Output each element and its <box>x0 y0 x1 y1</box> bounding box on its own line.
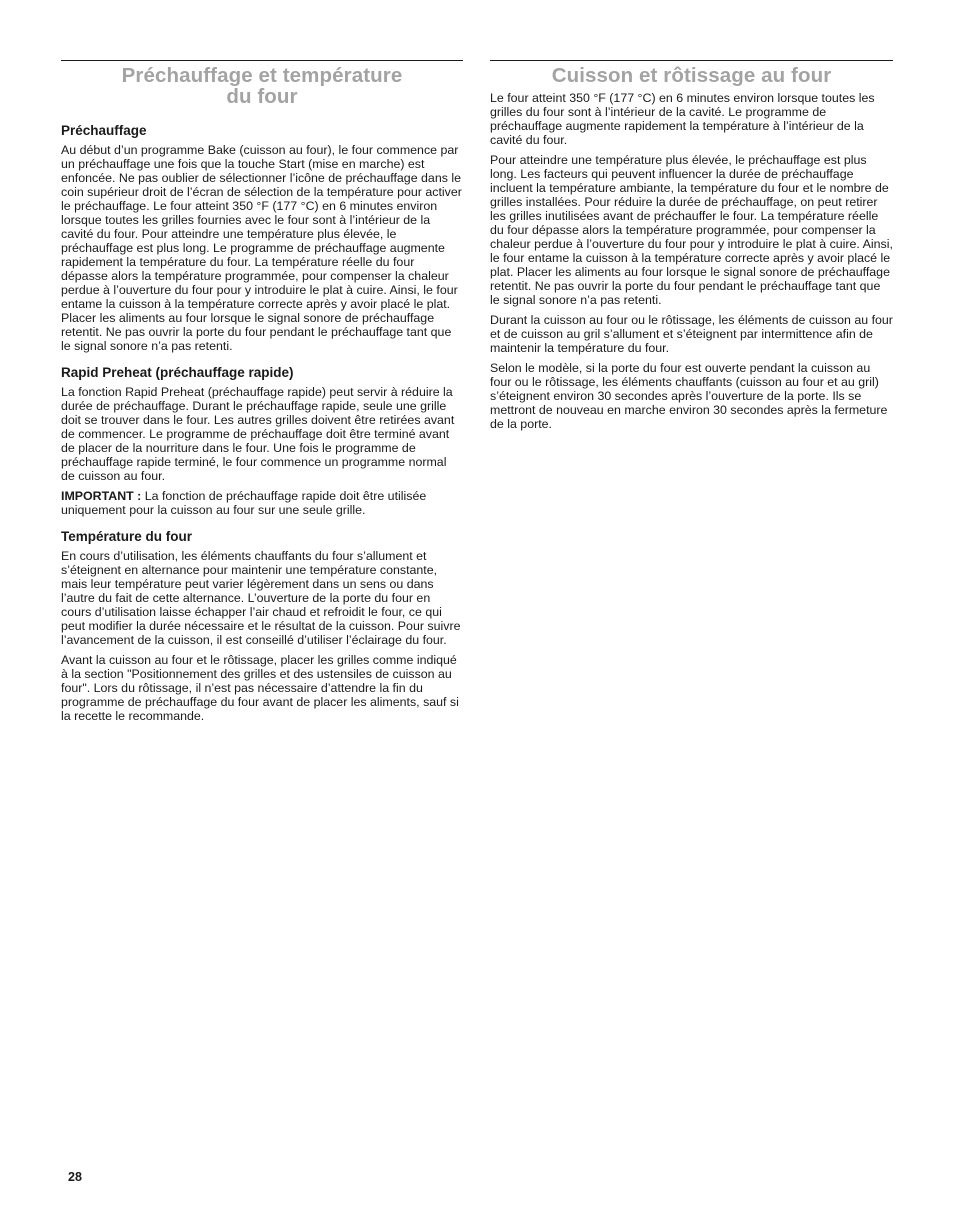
paragraph: Pour atteindre une température plus élevée, le préchauffage est plus long. Les facteurs qui peuvent influencer la durée de préchauffage incluent la température ambiante, la température du four et le nombre de grilles installées. Pour réduire la durée de préchauffage, on peut retirer les grilles inutilisées avant de préchauffer le four. La température réelle du four dépasse alors la température programmée, pour compenser la chaleur perdue à l’ouverture du four pour y introduire le plat à cuire. Ainsi, le four entame la cuisson à la température correcte après y avoir placé le plat. Placer les aliments au four lorsque le signal sonore de préchauffage retentit. Ne pas ouvrir la porte du four pendant le préchauffage tant que le signal sonore n’a pas retenti. <box>490 153 893 307</box>
paragraph: Selon le modèle, si la porte du four est ouverte pendant la cuisson au four ou le rôtissage, les éléments chauffants (cuisson au four et au gril) s’éteignent environ 30 secondes après l’ouverture de la porte. Ils se mettront de nouveau en marche environ 30 secondes après la fermeture de la porte. <box>490 361 888 431</box>
subheading-temperature-du-four: Température du four <box>61 529 193 544</box>
page-number: 28 <box>68 1170 82 1184</box>
left-column <box>61 60 463 729</box>
right-column <box>490 60 893 437</box>
important-note <box>61 489 463 517</box>
paragraph: En cours d’utilisation, les éléments chauffants du four s’allument et s’éteignent en alternance pour maintenir une température constante, mais leur température peut varier légèrement dans un sens ou dans l’autre du fait de cette alternance. L’ouverture de la porte du four en cours d’utilisation laisse échapper l’air chaud et refroidit le four, ce qui peut modifier la durée nécessaire et le résultat de la cuisson. Pour suivre l’avancement de la cuisson, il est conseillé d’utiliser l’éclairage du four. <box>61 549 461 647</box>
paragraph: La fonction Rapid Preheat (préchauffage rapide) peut servir à réduire la durée de préchauffage. Durant le préchauffage rapide, seule une grille doit se trouver dans le four. Les autres grilles doivent être retirées avant de commencer. Le programme de préchauffage doit être terminé avant de placer de la nourriture dans le four. Une fois le programme de préchauffage rapide terminé, le four commence un programme normal de cuisson au four. <box>61 385 455 483</box>
subheading-prechauffage: Préchauffage <box>61 123 147 138</box>
section-title-cuisson: Cuisson et rôtissage au four <box>551 64 832 87</box>
important-label: IMPORTANT : <box>61 489 142 503</box>
section-divider <box>490 60 893 61</box>
section-title-prechauffage <box>61 65 463 107</box>
subheading-rapid-preheat: Rapid Preheat (préchauffage rapide) <box>61 365 294 380</box>
paragraph: Le four atteint 350 °F (177 °C) en 6 minutes environ lorsque toutes les grilles du four sont à l’intérieur de la cavité. Le programme de préchauffage augmente rapidement la température à l’intérieur de la cavité du four. <box>490 91 875 147</box>
section-divider <box>61 60 463 61</box>
paragraph: Durant la cuisson au four ou le rôtissage, les éléments de cuisson au four et de cuisson au gril s’allument et s’éteignent par intermittence afin de maintenir la température du four. <box>490 313 893 355</box>
paragraph: Au début d’un programme Bake (cuisson au four), le four commence par un préchauffage une fois que la touche Start (mise en marche) est enfoncée. Ne pas oublier de sélectionner l’icône de préchauffage dans le coin supérieur droit de l’écran de sélection de la température pour activer le préchauffage. Le four atteint 350 °F (177 °C) en 6 minutes environ lorsque toutes les grilles fournies avec le four sont à l’intérieur de la cavité du four. Pour atteindre une température plus élevée, le préchauffage est plus long. Le programme de préchauffage augmente rapidement la température du four. La température réelle du four dépasse alors la température programmée, pour compenser la chaleur perdue à l’ouverture du four pour y introduire le plat à cuire. Ainsi, le four entame la cuisson à la température correcte après y avoir placé le plat. Placer les aliments au four lorsque le signal sonore de préchauffage retentit. Ne pas ouvrir la porte du four pendant le préchauffage tant que le signal sonore n’a pas retenti. <box>61 143 462 353</box>
title-line-1: Préchauffage et température <box>121 64 403 87</box>
important-text: La fonction de préchauffage rapide doit être utilisée uniquement pour la cuisson au four sur une seule grille. <box>61 489 427 517</box>
title-line-2: du four <box>226 85 298 108</box>
paragraph: Avant la cuisson au four et le rôtissage, placer les grilles comme indiqué à la section "Positionnement des grilles et des ustensiles de cuisson au four". Lors du rôtissage, il n’est pas nécessaire d’attendre la fin du programme de préchauffage du four avant de placer les aliments, sauf si la recette le recommande. <box>61 653 459 723</box>
